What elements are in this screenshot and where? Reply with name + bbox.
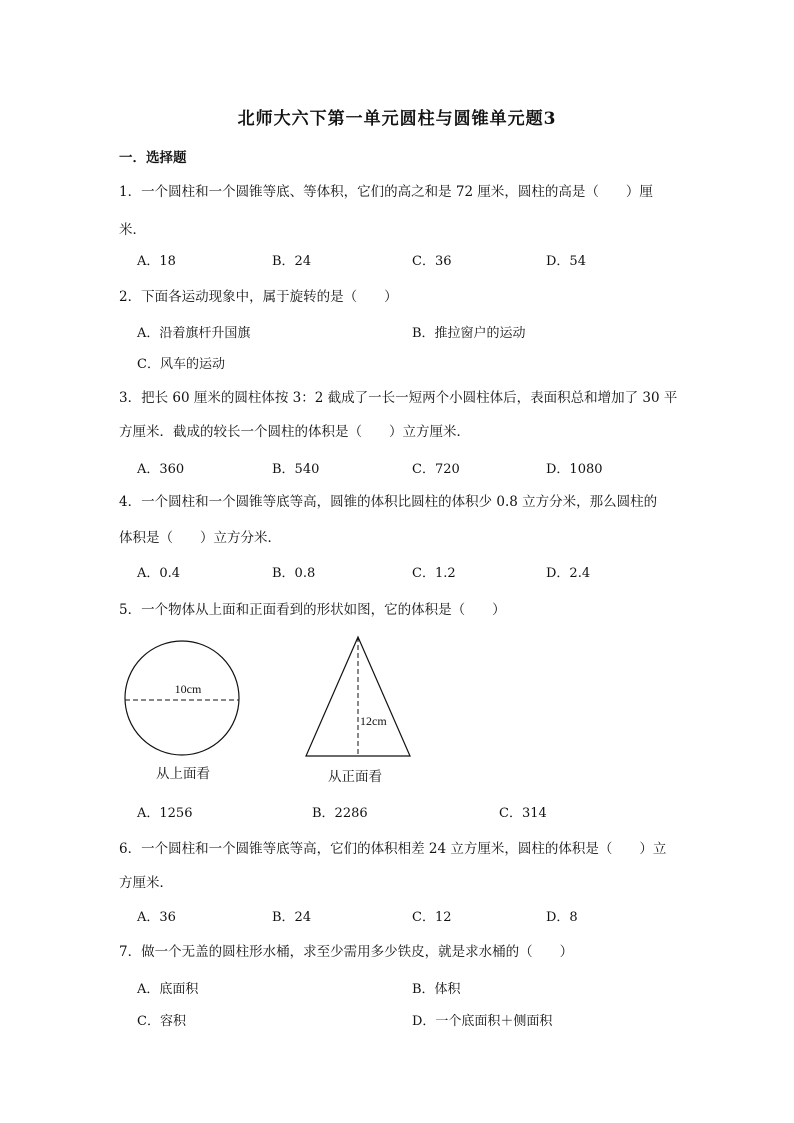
question-5-line-1: 5．一个物体从上面和正面看到的形状如图，它的体积是（ ）	[119, 602, 506, 618]
question-7-line-1: 7．做一个无盖的圆柱形水桶，求至少需用多少铁皮，就是求水桶的（ ）	[119, 944, 574, 960]
question-4-option-b: B．0.8	[272, 566, 316, 581]
question-1-option-d: D．54	[546, 254, 586, 269]
question-4-option-c: C．1.2	[412, 566, 456, 581]
question-1-option-b: B．24	[272, 254, 312, 269]
question-4-option-a: A．0.4	[137, 566, 181, 581]
question-1-line-2: 米．	[119, 222, 146, 238]
page-title: 北师大六下第一单元圆柱与圆锥单元题3	[237, 109, 557, 129]
front-view-height-label: 12cm	[360, 714, 387, 728]
question-6-option-d: D．8	[546, 910, 578, 925]
question-5-option-a: A．1256	[137, 806, 193, 821]
question-7-option-b: B．体积	[412, 982, 461, 997]
question-3-option-b: B．540	[272, 462, 320, 477]
top-view-caption: 从上面看	[156, 766, 210, 782]
question-3-option-c: C．720	[412, 462, 460, 477]
question-1-line-1: 1．一个圆柱和一个圆锥等底、等体积，它们的高之和是 72 厘米，圆柱的高是（ ）厘	[119, 184, 653, 200]
question-3-line-2: 方厘米．截成的较长一个圆柱的体积是（ ）立方厘米．	[119, 424, 470, 440]
question-5-option-c: C．314	[499, 806, 547, 821]
question-7-option-a: A．底面积	[137, 982, 199, 997]
top-view-diameter-label: 10cm	[174, 682, 202, 696]
question-6-option-b: B．24	[272, 910, 312, 925]
question-4-line-2: 体积是（ ）立方分米．	[119, 530, 281, 546]
question-5-figure	[118, 630, 448, 790]
question-6-line-2: 方厘米．	[119, 875, 173, 891]
question-1-option-a: A．18	[137, 254, 176, 269]
question-6-line-1: 6．一个圆柱和一个圆锥等底等高，它们的体积相差 24 立方厘米，圆柱的体积是（ ）立	[119, 841, 667, 857]
question-5-option-b: B．2286	[312, 806, 368, 821]
question-3-option-a: A．360	[137, 462, 185, 477]
question-4-option-d: D．2.4	[546, 566, 591, 581]
question-7-option-d: D．一个底面积＋侧面积	[412, 1014, 553, 1029]
question-6-option-c: C．12	[412, 910, 452, 925]
question-7-option-c: C．容积	[137, 1014, 186, 1029]
question-2-option-b: B．推拉窗户的运动	[412, 326, 526, 341]
section-heading: 一．选择题	[119, 150, 187, 166]
front-view-caption: 从正面看	[328, 769, 382, 785]
question-2-line-1: 2．下面各运动现象中，属于旋转的是（ ）	[119, 289, 398, 305]
question-6-option-a: A．36	[137, 910, 176, 925]
top-view-circle	[125, 641, 239, 755]
question-2-option-c: C．风车的运动	[137, 357, 225, 372]
question-3-option-d: D．1080	[546, 462, 603, 477]
question-1-option-c: C．36	[412, 254, 452, 269]
question-2-option-a: A．沿着旗杆升国旗	[137, 326, 251, 341]
question-4-line-1: 4．一个圆柱和一个圆锥等底等高，圆锥的体积比圆柱的体积少 0.8 立方分米，那么圆柱的	[119, 494, 658, 510]
question-3-line-1: 3．把长 60 厘米的圆柱体按 3：2 截成了一长一短两个小圆柱体后，表面积总和增加了 30 平	[119, 390, 678, 406]
